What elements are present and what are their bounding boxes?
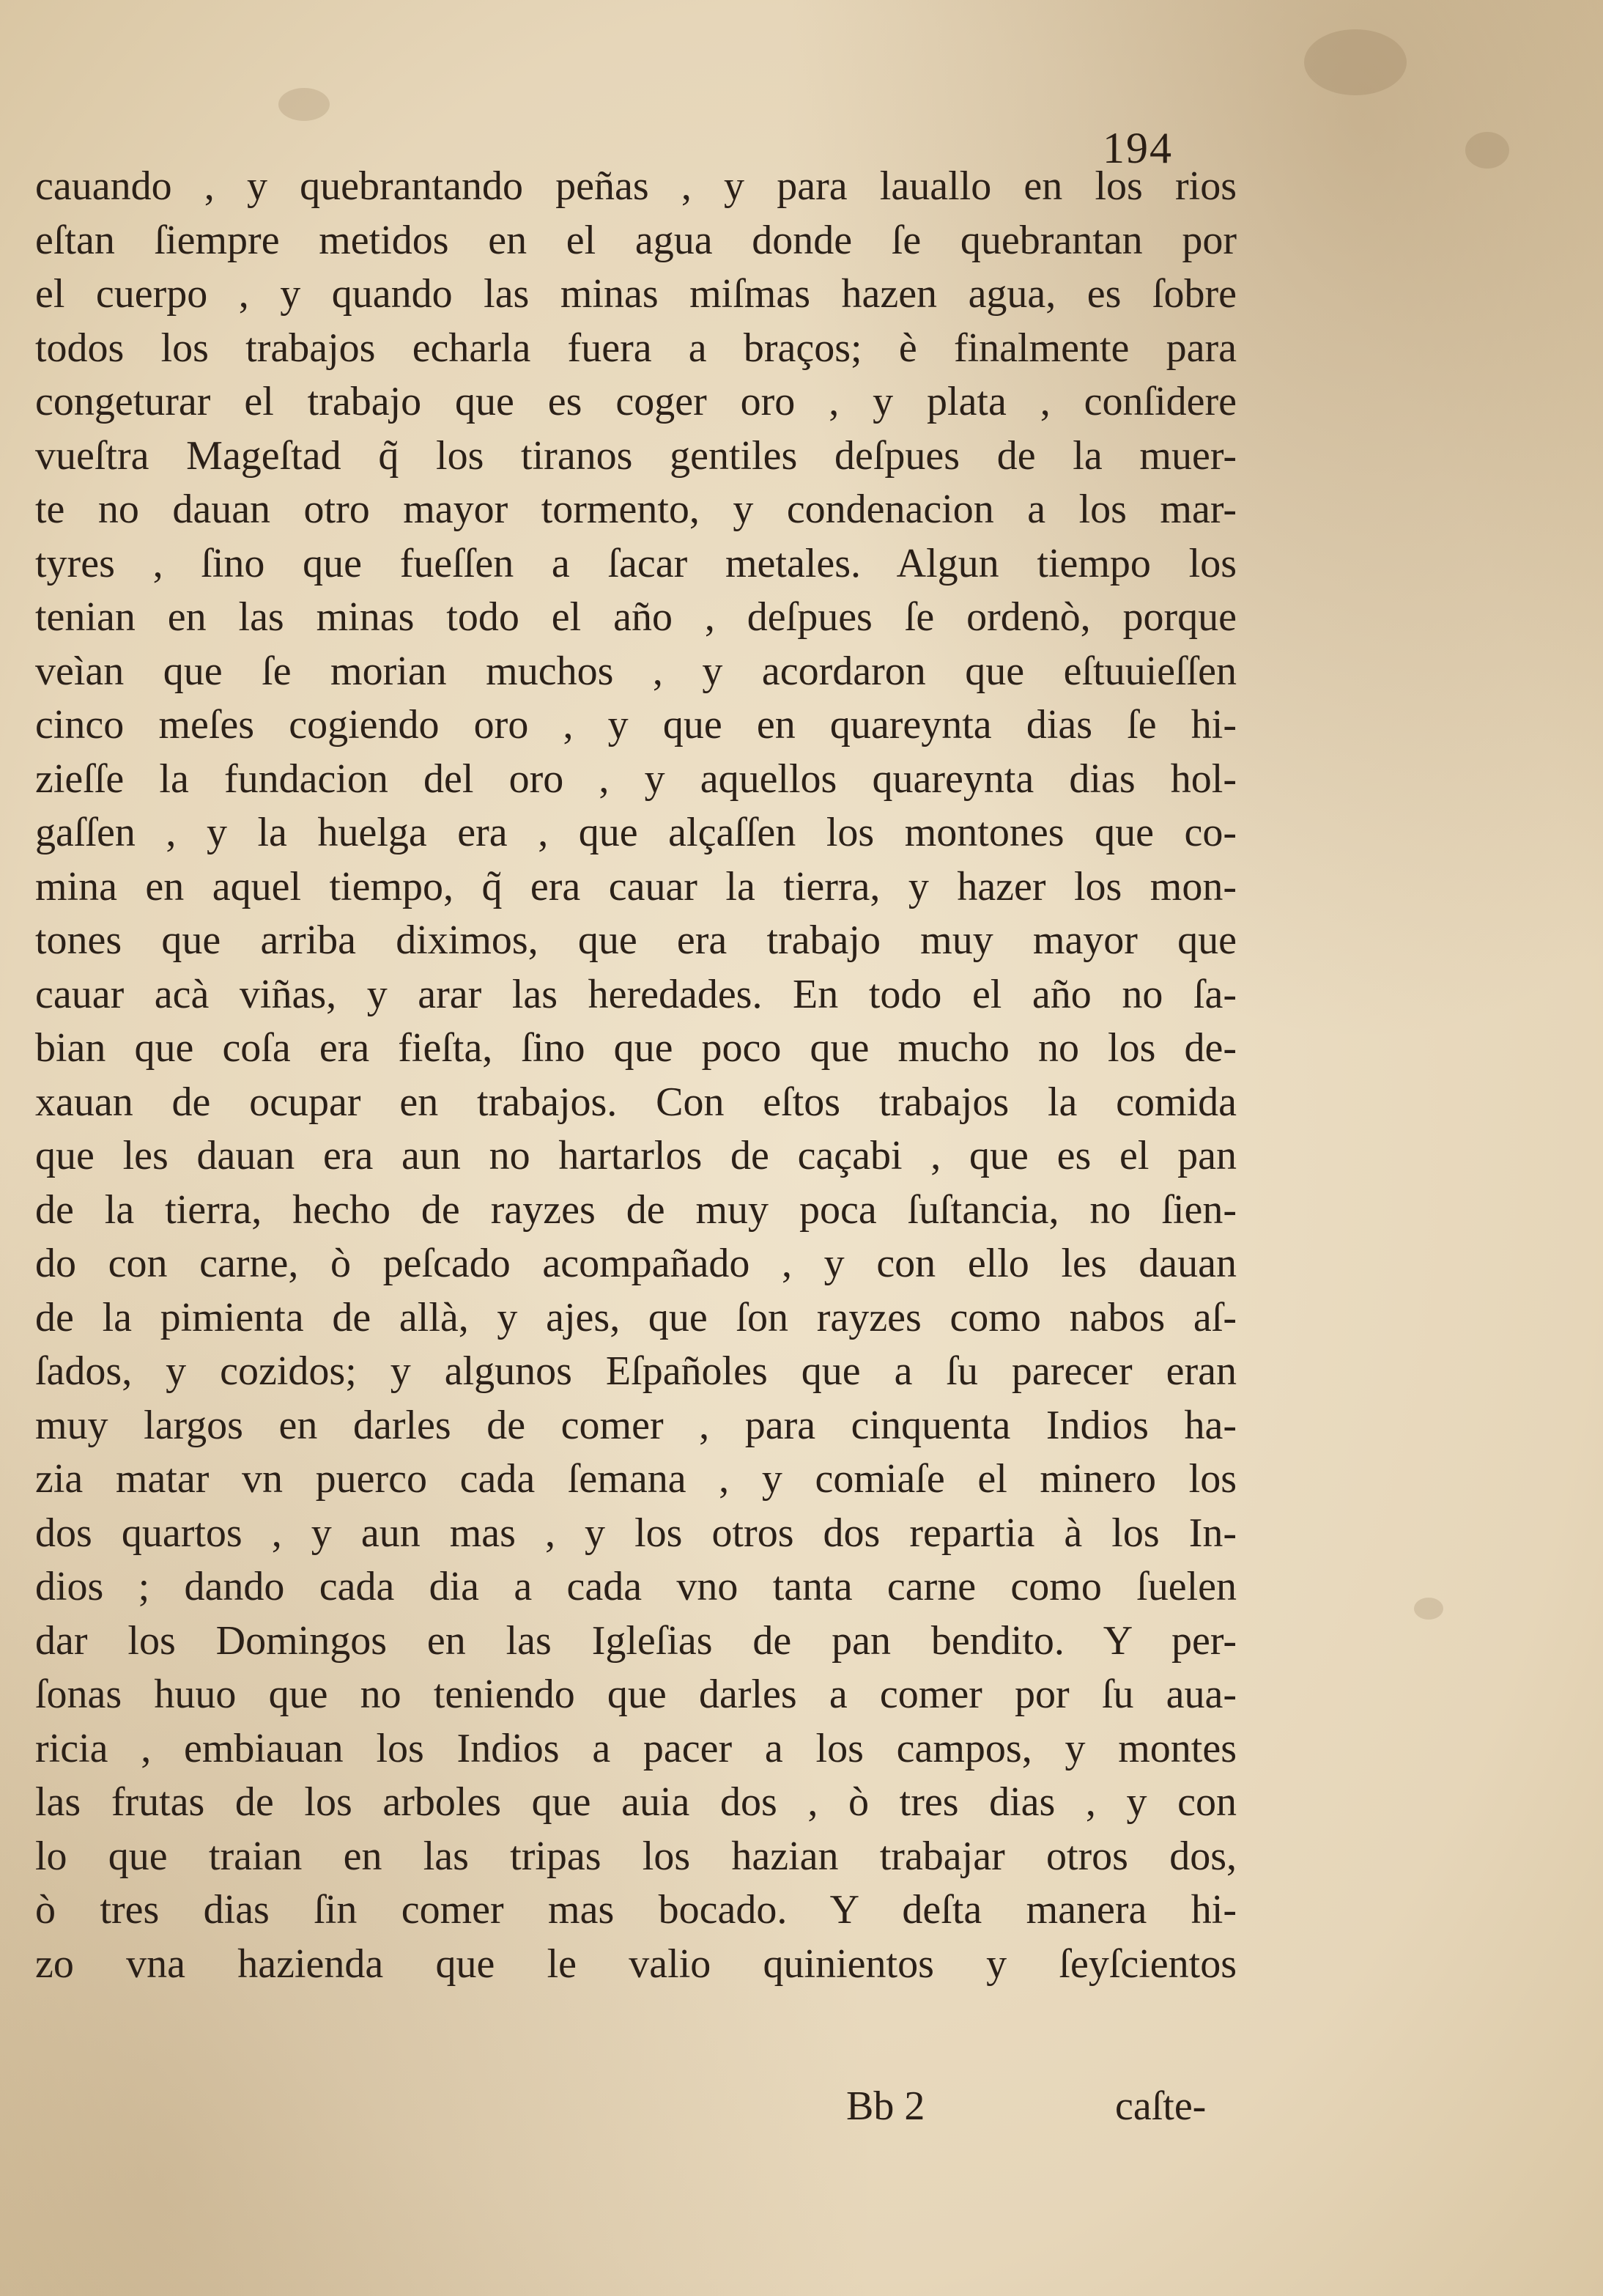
text-line: do con carne, ò peſcado acompañado , y con ello les dauan <box>35 1241 1237 1286</box>
text-line: bian que coſa era fieſta, ſino que poco que mucho no los de- <box>35 1025 1237 1071</box>
paper-stain <box>1465 132 1509 169</box>
text-line: xauan de ocupar en trabajos. Con eſtos trabajos la comida <box>35 1079 1237 1125</box>
catchword: caſte- <box>1115 2083 1207 2129</box>
text-line: dar los Domingos en las Igleſias de pan bendito. Y per- <box>35 1617 1237 1664</box>
text-line: todos los trabajos echarla fuera a braços; è finalmente para <box>35 325 1237 371</box>
text-line: cinco meſes cogiendo oro , y que en quareynta dias ſe hi- <box>35 702 1237 748</box>
text-line: vueſtra Mageſtad q̃ los tiranos gentiles deſpues de la muer- <box>35 432 1237 479</box>
text-line: el cuerpo , y quando las minas miſmas hazen agua, es ſobre <box>35 271 1237 317</box>
body-text <box>35 160 1237 1991</box>
text-line: que les dauan era aun no hartarlos de caçabi , que es el pan <box>35 1133 1237 1178</box>
text-line: ò tres dias ſin comer mas bocado. Y deſta manera hi- <box>35 1887 1237 1933</box>
text-line: veìan que ſe morian muchos , y acordaron que eſtuuieſſen <box>35 648 1237 694</box>
text-line: congeturar el trabajo que es coger oro , y plata , conſidere <box>35 379 1237 424</box>
text-line: tenian en las minas todo el año , deſpues ſe ordenò, porque <box>35 594 1237 640</box>
signature-mark: Bb 2 <box>846 2083 925 2129</box>
text-line: eſtan ſiempre metidos en el agua donde ſe quebrantan por <box>35 217 1237 263</box>
paper-stain <box>1414 1598 1443 1620</box>
text-line: tyres , ſino que fueſſen a ſacar metales. Algun tiempo los <box>35 540 1237 586</box>
page-number: 194 <box>1103 124 1173 172</box>
text-line: te no dauan otro mayor tormento, y condenacion a los mar- <box>35 487 1237 532</box>
text-line: lo que traian en las tripas los hazian trabajar otros dos, <box>35 1833 1237 1879</box>
text-line: zieſſe la fundacion del oro , y aquellos quareynta dias hol- <box>35 756 1237 802</box>
text-line: ſados, y cozidos; y algunos Eſpañoles que a ſu parecer eran <box>35 1348 1237 1394</box>
text-line: dios ; dando cada dia a cada vno tanta carne como ſuelen <box>35 1564 1237 1609</box>
text-line: cauar acà viñas, y arar las heredades. En todo el año no ſa- <box>35 971 1237 1017</box>
paper-stain <box>1304 29 1407 95</box>
text-line: mina en aquel tiempo, q̃ era cauar la tierra, y hazer los mon- <box>35 863 1237 909</box>
text-line: cauando , y quebrantando peñas , y para lauallo en los rios <box>35 163 1237 209</box>
text-line: ſonas huuo que no teniendo que darles a comer por ſu aua- <box>35 1672 1237 1717</box>
text-line: las frutas de los arboles que auia dos , ò tres dias , y con <box>35 1779 1237 1825</box>
text-line: tones que arriba diximos, que era trabajo muy mayor que <box>35 918 1237 963</box>
paper-stain <box>278 88 330 121</box>
text-line: de la pimienta de allà, y ajes, que ſon rayzes como nabos aſ- <box>35 1294 1237 1340</box>
text-line: zia matar vn puerco cada ſemana , y comiaſe el minero los <box>35 1456 1237 1502</box>
text-line: zo vna hazienda que le valio quinientos y ſeyſcientos <box>35 1941 1237 1987</box>
text-line: ricia , embiauan los Indios a pacer a los campos, y montes <box>35 1725 1237 1771</box>
text-line: de la tierra, hecho de rayzes de muy poca ſuſtancia, no ſien- <box>35 1186 1237 1233</box>
text-line: gaſſen , y la huelga era , que alçaſſen los montones que co- <box>35 810 1237 855</box>
text-line: muy largos en darles de comer , para cinquenta Indios ha- <box>35 1402 1237 1448</box>
text-line: dos quartos , y aun mas , y los otros dos repartia à los In- <box>35 1510 1237 1556</box>
